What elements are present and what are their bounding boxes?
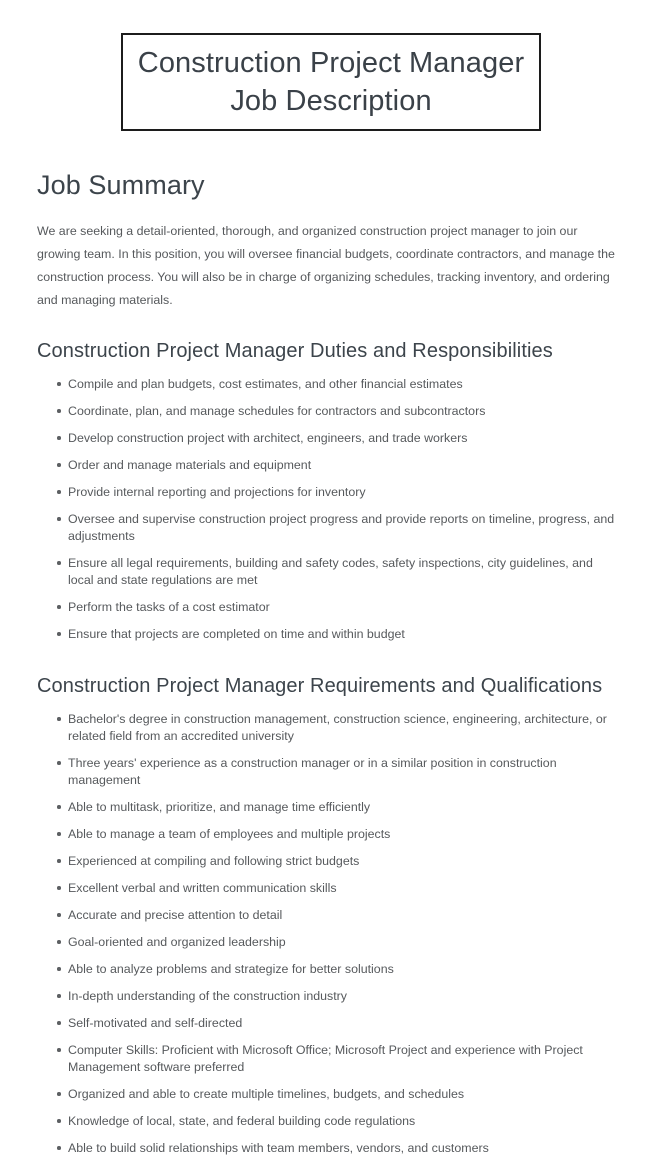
- list-item-label: Able to build solid relationships with team members, vendors, and customers: [68, 1141, 489, 1155]
- list-item-label: Ensure all legal requirements, building and safety codes, safety inspections, city guidelines, and local and state regulations are met: [68, 556, 593, 587]
- list-item: [37, 907, 617, 924]
- list-item-label: In-depth understanding of the construction industry: [68, 989, 347, 1003]
- list-item-label: Computer Skills: Proficient with Microsoft Office; Microsoft Project and experience with Project Management software preferred: [68, 1043, 583, 1074]
- document-title-line-1: Construction Project Manager: [137, 47, 525, 79]
- bullet-icon: [57, 409, 61, 413]
- bullet-icon: [57, 436, 61, 440]
- list-item: [37, 1086, 617, 1103]
- list-item: [37, 988, 617, 1005]
- list-item: [37, 826, 617, 843]
- list-item: [37, 376, 617, 393]
- list-item: [37, 755, 617, 789]
- list-item-label: Knowledge of local, state, and federal building code regulations: [68, 1114, 416, 1128]
- list-item-label: Able to manage a team of employees and multiple projects: [68, 827, 391, 841]
- list-item-label: Perform the tasks of a cost estimator: [68, 600, 270, 614]
- list-item: [37, 961, 617, 978]
- bullet-icon: [57, 940, 61, 944]
- list-item-label: Provide internal reporting and projections for inventory: [68, 485, 366, 499]
- bullet-icon: [57, 913, 61, 917]
- list-item: [37, 599, 617, 616]
- list-item: [37, 1140, 617, 1157]
- list-item: [37, 799, 617, 816]
- list-item: [37, 484, 617, 501]
- document-title-line-2: Job Description: [230, 85, 432, 117]
- bullet-icon: [57, 859, 61, 863]
- bullet-icon: [57, 1021, 61, 1025]
- bullet-icon: [57, 632, 61, 636]
- document-title-box: [121, 33, 541, 131]
- list-item-label: Order and manage materials and equipment: [68, 458, 312, 472]
- bullet-icon: [57, 1092, 61, 1096]
- list-item-label: Self-motivated and self-directed: [68, 1016, 243, 1030]
- bullet-icon: [57, 886, 61, 890]
- bullet-icon: [57, 1146, 61, 1150]
- list-item-label: Organized and able to create multiple timelines, budgets, and schedules: [68, 1087, 465, 1101]
- list-item-label: Accurate and precise attention to detail: [68, 908, 283, 922]
- list-item-label: Experienced at compiling and following strict budgets: [68, 854, 360, 868]
- requirements-heading: Construction Project Manager Requirements and Qualifications: [37, 675, 603, 697]
- requirements-list: [37, 711, 617, 1157]
- bullet-icon: [57, 761, 61, 765]
- list-item-label: Compile and plan budgets, cost estimates, and other financial estimates: [68, 377, 463, 391]
- list-item: [37, 511, 617, 545]
- bullet-icon: [57, 1119, 61, 1123]
- bullet-icon: [57, 561, 61, 565]
- list-item: [37, 711, 617, 745]
- duties-heading: Construction Project Manager Duties and Responsibilities: [37, 340, 553, 362]
- bullet-icon: [57, 463, 61, 467]
- list-item: [37, 457, 617, 474]
- list-item-label: Develop construction project with architect, engineers, and trade workers: [68, 431, 468, 445]
- job-summary-heading: Job Summary: [37, 170, 205, 200]
- list-item-label: Bachelor's degree in construction management, construction science, engineering, architecture, or related field from an accredited university: [68, 712, 607, 743]
- bullet-icon: [57, 967, 61, 971]
- duties-list: [37, 376, 617, 643]
- document-body: [37, 168, 617, 1167]
- list-item: [37, 934, 617, 951]
- list-item-label: Oversee and supervise construction project progress and provide reports on timeline, progress, and adjustments: [68, 512, 615, 543]
- list-item: [37, 430, 617, 447]
- list-item: [37, 403, 617, 420]
- bullet-icon: [57, 994, 61, 998]
- list-item: [37, 555, 617, 589]
- list-item-label: Excellent verbal and written communication skills: [68, 881, 337, 895]
- list-item: [37, 1113, 617, 1130]
- bullet-icon: [57, 605, 61, 609]
- requirements-section: [37, 673, 617, 1157]
- bullet-icon: [57, 832, 61, 836]
- bullet-icon: [57, 717, 61, 721]
- bullet-icon: [57, 517, 61, 521]
- list-item: [37, 626, 617, 643]
- list-item-label: Able to analyze problems and strategize for better solutions: [68, 962, 394, 976]
- list-item: [37, 1042, 617, 1076]
- list-item-label: Able to multitask, prioritize, and manage time efficiently: [68, 800, 371, 814]
- list-item-label: Three years' experience as a construction manager or in a similar position in construction management: [68, 756, 557, 787]
- list-item: [37, 880, 617, 897]
- list-item-label: Goal-oriented and organized leadership: [68, 935, 286, 949]
- list-item-label: Coordinate, plan, and manage schedules for contractors and subcontractors: [68, 404, 486, 418]
- bullet-icon: [57, 805, 61, 809]
- bullet-icon: [57, 382, 61, 386]
- bullet-icon: [57, 1048, 61, 1052]
- list-item-label: Ensure that projects are completed on time and within budget: [68, 627, 405, 641]
- job-summary-paragraph: We are seeking a detail-oriented, thorough, and organized construction project manager to join our growing team. In this position, you will oversee financial budgets, coordinate contractors, and manage the construction process. You will also be in charge of organizing schedules, tracking inventory, and ordering and managing materials.: [37, 224, 615, 307]
- bullet-icon: [57, 490, 61, 494]
- list-item: [37, 853, 617, 870]
